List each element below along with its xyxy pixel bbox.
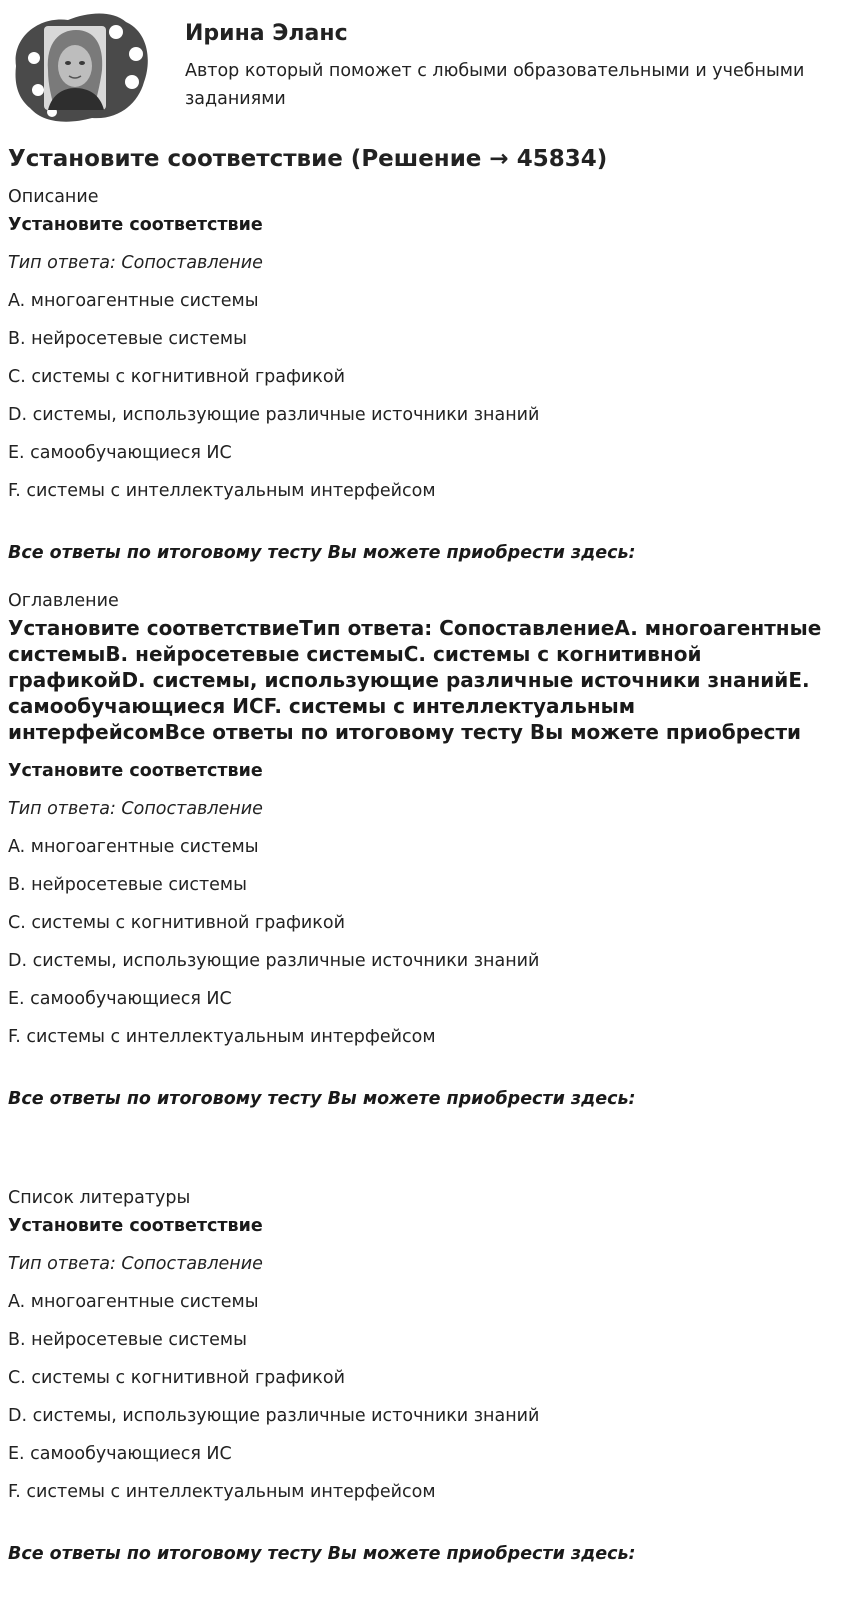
option-c: C. системы с когнитивной графикой xyxy=(8,913,345,933)
option-e: E. самообучающиеся ИС xyxy=(8,443,232,463)
question-heading: Установите соответствие xyxy=(8,215,263,235)
toc-label: Оглавление xyxy=(8,591,119,611)
option-a: A. многоагентные системы xyxy=(8,291,259,311)
option-d: D. системы, использующие различные источники знаний xyxy=(8,1406,540,1426)
answer-type: Тип ответа: Сопоставление xyxy=(8,799,263,819)
purchase-note: Все ответы по итоговому тесту Вы можете приобрести здесь: xyxy=(8,1089,636,1109)
toc-section xyxy=(8,587,838,1113)
author-card xyxy=(8,8,838,128)
option-c: C. системы с когнитивной графикой xyxy=(8,367,345,387)
option-a: A. многоагентные системы xyxy=(8,837,259,857)
option-b: B. нейросетевые системы xyxy=(8,875,247,895)
literature-section xyxy=(8,1184,838,1568)
option-e: E. самообучающиеся ИС xyxy=(8,1444,232,1464)
description-section xyxy=(8,183,838,567)
question-heading: Установите соответствие xyxy=(8,1216,263,1236)
author-avatar xyxy=(8,8,156,126)
option-d: D. системы, использующие различные источники знаний xyxy=(8,405,540,425)
option-c: C. системы с когнитивной графикой xyxy=(8,1368,345,1388)
author-name[interactable]: Ирина Эланс xyxy=(185,21,348,46)
question-heading: Установите соответствие xyxy=(8,761,263,781)
literature-label: Список литературы xyxy=(8,1188,191,1208)
option-e: E. самообучающиеся ИС xyxy=(8,989,232,1009)
description-label: Описание xyxy=(8,187,99,207)
option-f: F. системы с интеллектуальным интерфейсом xyxy=(8,481,436,501)
purchase-note: Все ответы по итоговому тесту Вы можете приобрести здесь: xyxy=(8,543,636,563)
purchase-note: Все ответы по итоговому тесту Вы можете приобрести здесь: xyxy=(8,1544,636,1564)
option-f: F. системы с интеллектуальным интерфейсом xyxy=(8,1482,436,1502)
option-b: B. нейросетевые системы xyxy=(8,1330,247,1350)
toc-text: Установите соответствиеТип ответа: СопоставлениеA. многоагентные системыB. нейросетевые системыC. системы с когнитивной графикойD. системы, использующие различные источники знанийE. самообучающиеся ИСF. системы с интеллектуальным интерфейсомВсе ответы по итоговому тесту Вы можете приобрести xyxy=(8,616,822,744)
author-description: Автор который поможет с любыми образовательными и учебными заданиями xyxy=(185,61,805,109)
answer-type: Тип ответа: Сопоставление xyxy=(8,253,263,273)
option-b: B. нейросетевые системы xyxy=(8,329,247,349)
option-a: A. многоагентные системы xyxy=(8,1292,259,1312)
answer-type: Тип ответа: Сопоставление xyxy=(8,1254,263,1274)
option-f: F. системы с интеллектуальным интерфейсом xyxy=(8,1027,436,1047)
option-d: D. системы, использующие различные источники знаний xyxy=(8,951,540,971)
page-title: Установите соответствие (Решение → 45834) xyxy=(8,146,608,172)
